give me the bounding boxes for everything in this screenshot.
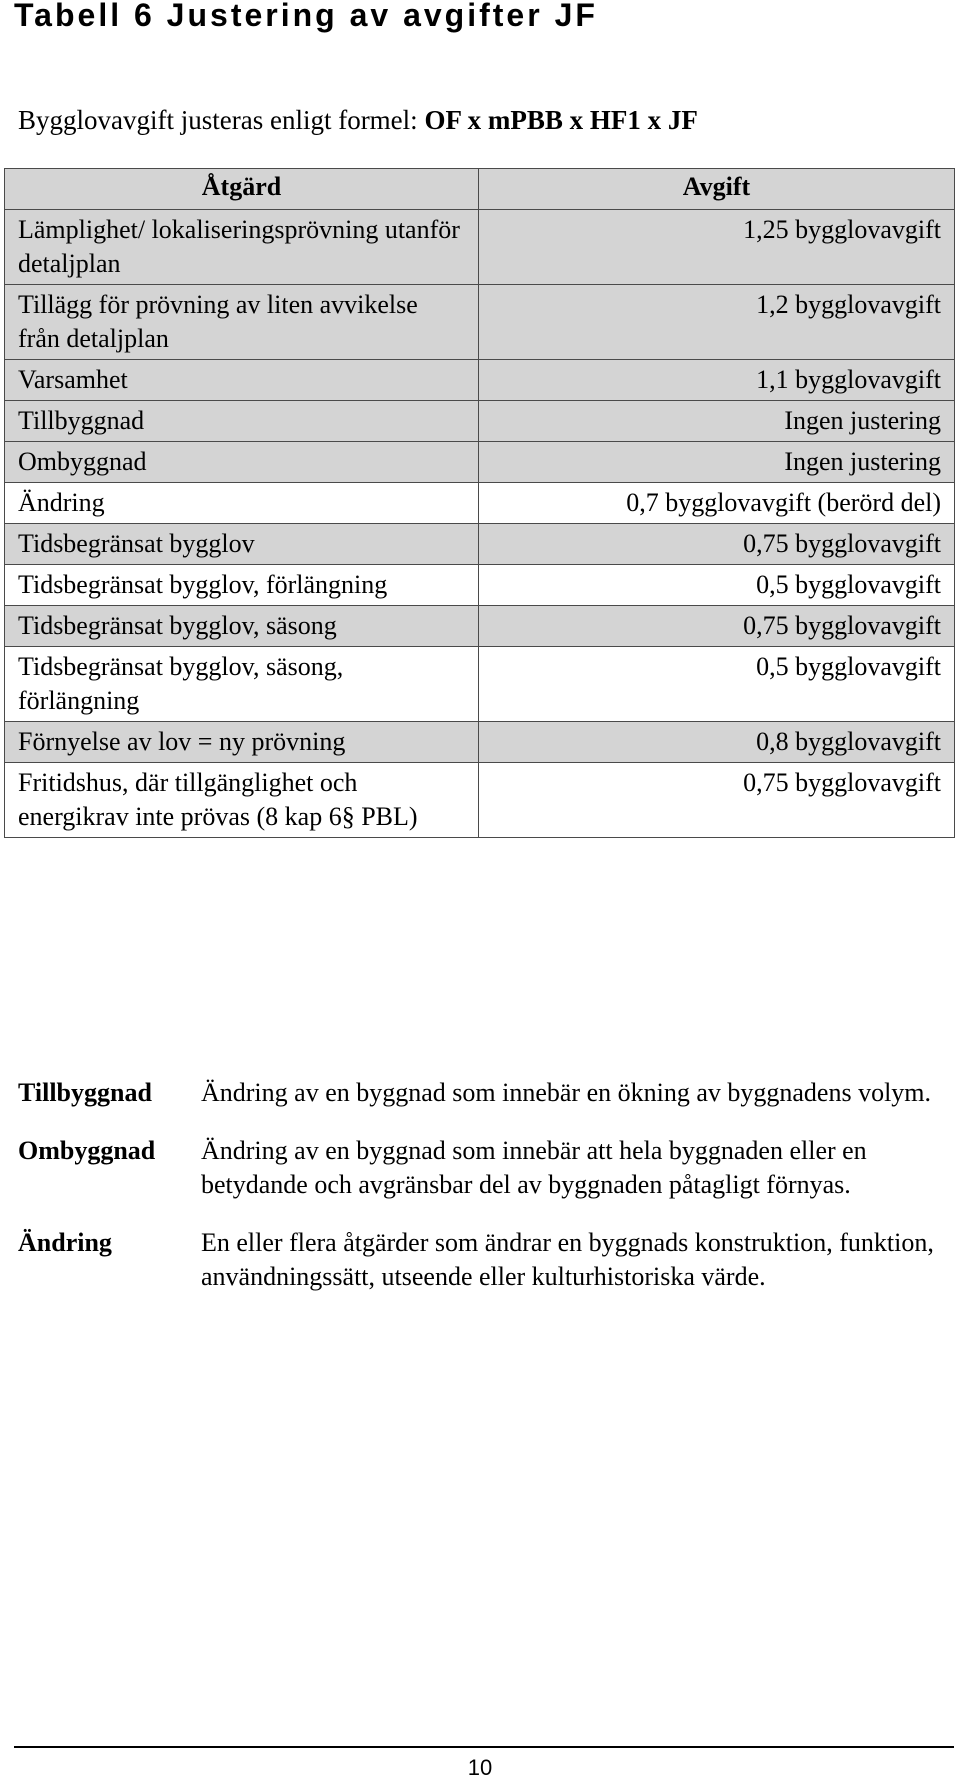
formula-prefix: Bygglovavgift justeras enligt formel: [18, 105, 425, 135]
fee-cell: 0,8 bygglovavgift [479, 722, 955, 763]
fee-cell: 1,25 bygglovavgift [479, 210, 955, 285]
formula-expression: OF x mPBB x HF1 x JF [424, 105, 698, 135]
table-row [5, 565, 955, 606]
action-cell: Varsamhet [5, 360, 479, 401]
definition-term: Tillbyggnad [18, 1078, 152, 1107]
action-cell: Tidsbegränsat bygglov, säsong [5, 606, 479, 647]
action-cell: Tidsbegränsat bygglov, förlängning [5, 565, 479, 606]
table-heading: Tabell 6 Justering av avgifter JF [14, 0, 598, 33]
action-cell: Ombyggnad [5, 442, 479, 483]
action-cell: Fritidshus, där tillgänglighet och energikrav inte prövas (8 kap 6§ PBL) [5, 763, 479, 838]
definition-item [18, 1226, 948, 1294]
action-cell: Tillägg för prövning av liten avvikelse från detaljplan [5, 285, 479, 360]
definition-term: Ändring [18, 1228, 112, 1257]
definition-text: Ändring av en byggnad som innebär att hela byggnaden eller en betydande och avgränsbar del av byggnaden påtagligt förnyas. [201, 1136, 867, 1199]
fee-cell: 1,1 bygglovavgift [479, 360, 955, 401]
table-row [5, 285, 955, 360]
table-row [5, 606, 955, 647]
action-cell: Ändring [5, 483, 479, 524]
fee-formula [18, 104, 698, 136]
definition-text: En eller flera åtgärder som ändrar en byggnads konstruktion, funktion, användningssätt, utseende eller kulturhistoriska värde. [201, 1228, 934, 1291]
definition-item [18, 1134, 948, 1202]
fee-cell: 0,5 bygglovavgift [479, 565, 955, 606]
page-number: 10 [467, 1755, 493, 1780]
table-row [5, 210, 955, 285]
definition-term: Ombyggnad [18, 1136, 156, 1165]
fee-cell: 1,2 bygglovavgift [479, 285, 955, 360]
header-fee: Avgift [479, 169, 955, 210]
table-header-row [5, 169, 955, 210]
fee-cell: 0,75 bygglovavgift [479, 524, 955, 565]
footer-divider [14, 1746, 954, 1748]
table-row [5, 442, 955, 483]
action-cell: Tidsbegränsat bygglov [5, 524, 479, 565]
action-cell: Lämplighet/ lokaliseringsprövning utanför detaljplan [5, 210, 479, 285]
table-row [5, 483, 955, 524]
table-row [5, 360, 955, 401]
definition-text: Ändring av en byggnad som innebär en ökning av byggnadens volym. [201, 1078, 932, 1107]
fee-adjustment-table [4, 168, 955, 838]
action-cell: Tillbyggnad [5, 401, 479, 442]
table-row [5, 524, 955, 565]
fee-cell: 0,7 bygglovavgift (berörd del) [479, 483, 955, 524]
fee-cell: Ingen justering [479, 401, 955, 442]
fee-cell: 0,75 bygglovavgift [479, 763, 955, 838]
definitions-list [18, 1076, 948, 1318]
fee-cell: 0,5 bygglovavgift [479, 647, 955, 722]
action-cell: Förnyelse av lov = ny prövning [5, 722, 479, 763]
fee-cell: 0,75 bygglovavgift [479, 606, 955, 647]
table-row [5, 763, 955, 838]
table-row [5, 647, 955, 722]
header-action: Åtgärd [5, 169, 479, 210]
action-cell: Tidsbegränsat bygglov, säsong, förlängning [5, 647, 479, 722]
table-row [5, 722, 955, 763]
definition-item [18, 1076, 948, 1110]
table-row [5, 401, 955, 442]
fee-cell: Ingen justering [479, 442, 955, 483]
